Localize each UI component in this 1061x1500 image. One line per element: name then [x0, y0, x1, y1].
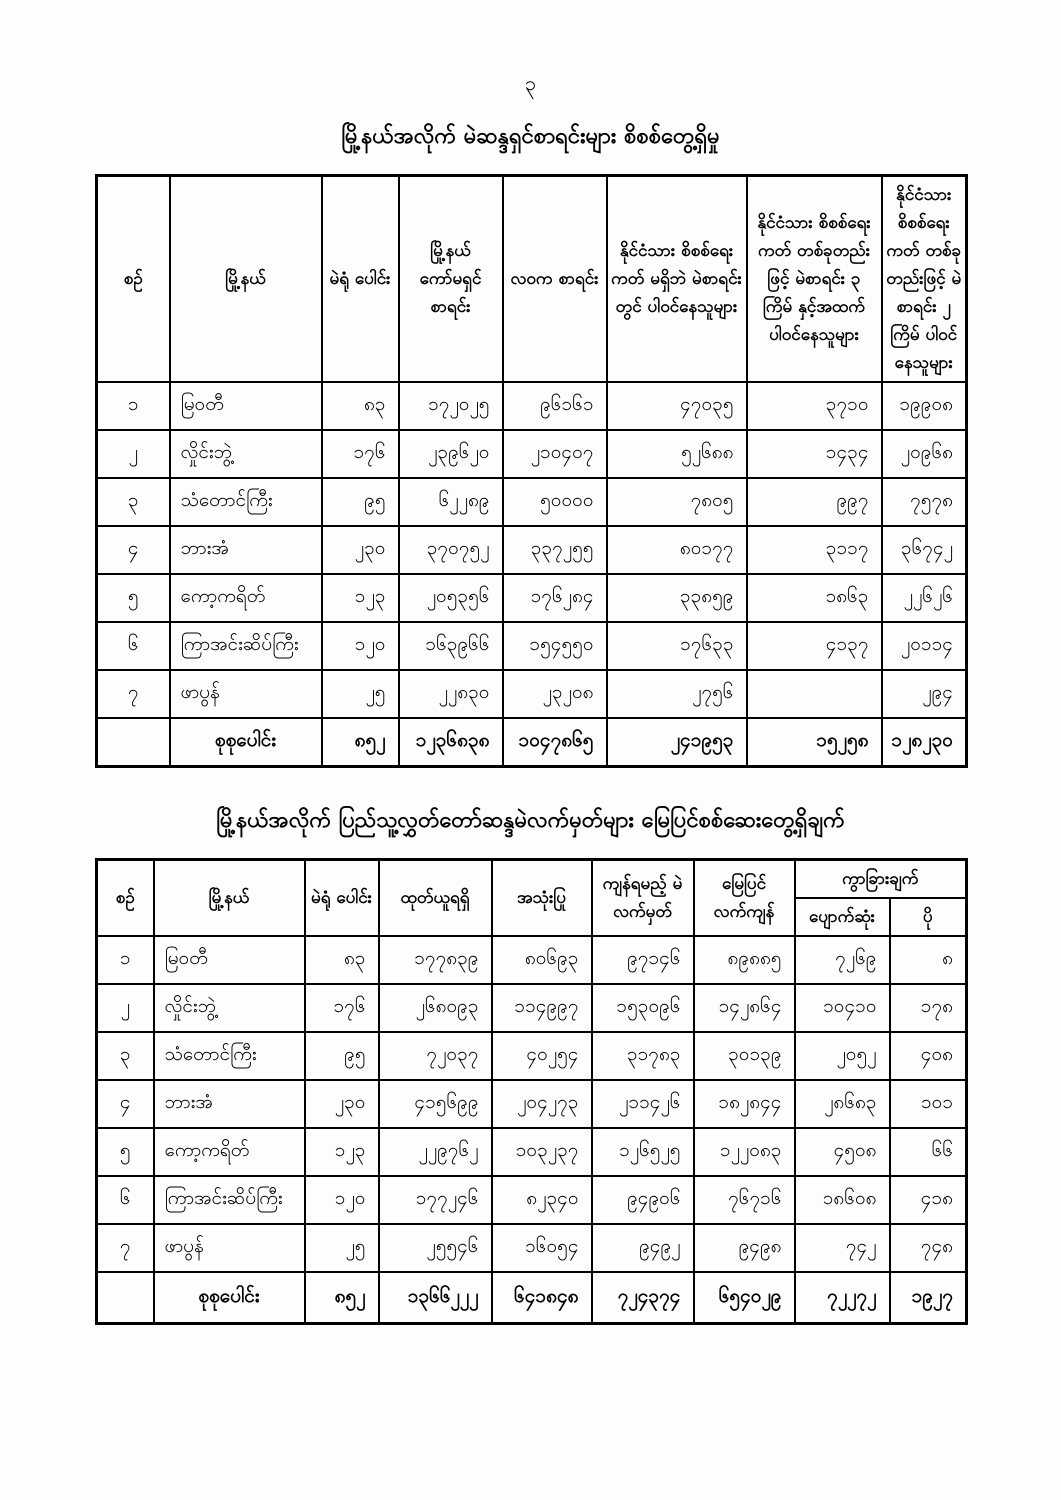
table-cell: ၃ — [97, 478, 170, 526]
table-cell: ၁၇၆ — [322, 430, 399, 478]
table-cell: ၇ — [97, 1224, 154, 1272]
table-cell: ၂၅၅၄၆ — [379, 1224, 492, 1272]
table-cell: ၃၆၇၄၂ — [882, 526, 967, 574]
table-cell: ၉၉၇ — [747, 478, 882, 526]
table-cell: ၆ — [97, 1176, 154, 1224]
table-cell: ၉၄၉၀၆ — [592, 1176, 694, 1224]
table-cell: ၄၇၀၃၅ — [607, 382, 747, 430]
col-header-polling-stations: မဲရုံ ပေါင်း — [305, 859, 379, 936]
table-cell: ၉၄၉၈ — [694, 1224, 795, 1272]
table-cell: ၂၀၁၁၄ — [882, 622, 967, 670]
table-cell: ၇၅၇၈ — [882, 478, 967, 526]
table-cell: ၁၀၃၂၃၇ — [492, 1128, 592, 1176]
table-cell: ၂၇၅၆ — [607, 670, 747, 718]
table-cell: ၄၀၈ — [890, 1032, 967, 1080]
table-cell: ၂၀၄၂၇၃ — [492, 1080, 592, 1128]
table-cell: ၅ — [97, 574, 170, 622]
table-cell: ၁၀၄၇၈၆၅ — [503, 718, 607, 766]
table-cell: ၁၆၃၉၆၆ — [399, 622, 503, 670]
total-row — [97, 1272, 967, 1324]
table-cell: ဘားအံ — [154, 1080, 305, 1128]
table-cell: ၉၅ — [305, 1032, 379, 1080]
table-cell: ဖာပွန် — [154, 1224, 305, 1272]
table-cell: ၉၄၉၂ — [592, 1224, 694, 1272]
table-cell: ၅၀၀၀၀ — [503, 478, 607, 526]
table-cell: ၁၂၀ — [305, 1176, 379, 1224]
table-cell: ၆၄၁၈၄၈ — [492, 1272, 592, 1324]
table-cell: စုစုပေါင်း — [170, 718, 322, 766]
table-cell: ၁၉၂၇ — [890, 1272, 967, 1324]
table-cell: ၅ — [97, 1128, 154, 1176]
col-header-township: မြို့နယ် — [170, 176, 322, 383]
table-row — [97, 574, 967, 622]
table-cell: ၈၅၂ — [322, 718, 399, 766]
table-cell: ၂၅ — [305, 1224, 379, 1272]
table-cell: ၃၇၀၇၅၂ — [399, 526, 503, 574]
table-cell: သံတောင်ကြီး — [170, 478, 322, 526]
table-cell: ၆၆ — [890, 1128, 967, 1176]
table-row — [97, 670, 967, 718]
table-cell: ၁၇၆ — [305, 984, 379, 1032]
header-row — [97, 176, 967, 383]
table-cell: ၈၅၂ — [305, 1272, 379, 1324]
table-cell: ၁ — [97, 382, 170, 430]
table-cell: ၇၈၀၅ — [607, 478, 747, 526]
table-cell: ၁၃၆၆၂၂၂ — [379, 1272, 492, 1324]
table-cell: ၆၂၂၈၉ — [399, 478, 503, 526]
table-cell: ၁၁၄၉၉၇ — [492, 984, 592, 1032]
table-cell: ၁၀၁ — [890, 1080, 967, 1128]
table-cell: ၂၉၄ — [882, 670, 967, 718]
table-cell: ၈၀၁၇၇ — [607, 526, 747, 574]
table-cell: ၁၂၈၂၃၀ — [882, 718, 967, 766]
table-cell: ၈၃ — [305, 936, 379, 984]
table-cell — [97, 718, 170, 766]
table-cell: ၂၃၀ — [322, 526, 399, 574]
col-header-township: မြို့နယ် — [154, 859, 305, 936]
table-cell — [747, 670, 882, 718]
table-cell: ကော့ကရိတ် — [154, 1128, 305, 1176]
col-header-difference-lost: ပျောက်ဆုံး — [795, 898, 890, 936]
table-cell: ကြာအင်းဆိပ်ကြီး — [154, 1176, 305, 1224]
table-cell: ၁၂၂၀၈၃ — [694, 1128, 795, 1176]
table-cell: ၇၄၂ — [795, 1224, 890, 1272]
table-cell: ၁၂၆၅၂၅ — [592, 1128, 694, 1176]
table-cell: ၁၇၈ — [890, 984, 967, 1032]
table-cell: ၄၅၀၈ — [795, 1128, 890, 1176]
table-cell: ၁၇၂၀၂၅ — [399, 382, 503, 430]
total-row — [97, 718, 967, 766]
table-cell: ၃၁၇၈၃ — [592, 1032, 694, 1080]
table-cell: ၂၂၆၂၆ — [882, 574, 967, 622]
table-cell: ၄၁၃၇ — [747, 622, 882, 670]
table-cell: ၂ — [97, 984, 154, 1032]
table-cell: ၂၁၀၄၀၇ — [503, 430, 607, 478]
table-cell: ၁၀၄၁၀ — [795, 984, 890, 1032]
col-header-nrc-3plus-times: နိုင်ငံသား စိစစ်ရေးကတ် တစ်ခုတည်းဖြင့် မဲစာရင်း ၃ ကြိမ် နှင့်အထက် ပါဝင်နေသူများ — [747, 176, 882, 383]
table-cell: ၁၂၃၆၈၃၈ — [399, 718, 503, 766]
table-cell: လှိုင်းဘွဲ့ — [154, 984, 305, 1032]
table-cell: ၇၂၄၃၇၄ — [592, 1272, 694, 1324]
table-cell: ၂ — [97, 430, 170, 478]
table-cell: သံတောင်ကြီး — [154, 1032, 305, 1080]
table-cell: ၇၂၀၃၇ — [379, 1032, 492, 1080]
table-cell: မြဝတီ — [170, 382, 322, 430]
table-cell: ၄၁၈ — [890, 1176, 967, 1224]
table-cell: ကြာအင်းဆိပ်ကြီး — [170, 622, 322, 670]
page-number: ၃ — [524, 71, 537, 95]
section1-title: မြို့နယ်အလိုက် မဲဆန္ဒရှင်စာရင်းများ စိစစ်တွေ့ရှိမှု — [341, 124, 720, 149]
table-cell: ၇၂၂၇၂ — [795, 1272, 890, 1324]
table-cell: ၅၂၆၈၈ — [607, 430, 747, 478]
table-cell: ဖာပွန် — [170, 670, 322, 718]
table-cell: ၈၉၈၈၅ — [694, 936, 795, 984]
table-cell: ၃၃၈၅၉ — [607, 574, 747, 622]
table-cell: ၃၃၇၂၅၅ — [503, 526, 607, 574]
col-header-ballots-remaining-actual: မြေပြင် လက်ကျန် — [694, 859, 795, 936]
table-cell: ၄ — [97, 526, 170, 574]
col-header-immigration-list: လဝက စာရင်း — [503, 176, 607, 383]
table-cell: ၆၅၄၀၂၉ — [694, 1272, 795, 1324]
table-cell: ၂၅ — [322, 670, 399, 718]
table-cell: ၁၅၃၀၉၆ — [592, 984, 694, 1032]
col-header-difference-extra: ပို — [890, 898, 967, 936]
table-cell: ၇၆၇၁၆ — [694, 1176, 795, 1224]
table-cell: ၁၇၇၂၄၆ — [379, 1176, 492, 1224]
table-row — [97, 430, 967, 478]
table-row — [97, 1176, 967, 1224]
table-row — [97, 984, 967, 1032]
table-cell: ကော့ကရိတ် — [170, 574, 322, 622]
table-cell: ၁၅၂၅၈ — [747, 718, 882, 766]
table-row — [97, 382, 967, 430]
col-header-commission-list: မြို့နယ် ကော်မရှင် စာရင်း — [399, 176, 503, 383]
table-cell: ၁၈၆၀၈ — [795, 1176, 890, 1224]
table-cell: ၁၇၆၂၈၄ — [503, 574, 607, 622]
table-cell: ၈၃ — [322, 382, 399, 430]
header-row — [97, 859, 967, 898]
table-cell: ၂၃၉၆၂၀ — [399, 430, 503, 478]
table-cell: ၂၀၅၃၅၆ — [399, 574, 503, 622]
table-cell: ၁၅၄၅၅၀ — [503, 622, 607, 670]
table-cell: ၈၀၆၉၃ — [492, 936, 592, 984]
table-cell: ၁၄၂၈၆၄ — [694, 984, 795, 1032]
col-header-nrc-2-times: နိုင်ငံသား စိစစ်ရေးကတ် တစ်ခုတည်းဖြင့် မဲစာရင်း ၂ ကြိမ် ပါဝင်နေသူများ — [882, 176, 967, 383]
table-cell: ၃၁၁၇ — [747, 526, 882, 574]
table-cell: ၂၁၁၄၂၆ — [592, 1080, 694, 1128]
col-header-ballots-used: အသုံးပြု — [492, 859, 592, 936]
table-cell: ၈၂၃၄၀ — [492, 1176, 592, 1224]
table-cell: ၈ — [890, 936, 967, 984]
col-header-no-nrc-in-list: နိုင်ငံသား စိစစ်ရေးကတ် မရှိဘဲ မဲစာရင်းတွင် ပါဝင်နေသူများ — [607, 176, 747, 383]
table-cell: ၂၈၆၈၃ — [795, 1080, 890, 1128]
table-cell: ၄၀၂၅၄ — [492, 1032, 592, 1080]
table-cell: ၃၀၁၃၉ — [694, 1032, 795, 1080]
table-cell: ၁၉၉၀၈ — [882, 382, 967, 430]
col-header-serial: စဉ် — [97, 176, 170, 383]
table-row — [97, 1032, 967, 1080]
table-cell: ၄ — [97, 1080, 154, 1128]
table-cell: ၂၀၅၂ — [795, 1032, 890, 1080]
table-cell: မြဝတီ — [154, 936, 305, 984]
table-row — [97, 622, 967, 670]
table-row — [97, 1080, 967, 1128]
table-cell: ၉၅ — [322, 478, 399, 526]
table-cell: ၃ — [97, 1032, 154, 1080]
col-header-ballots-remaining-expected: ကျန်ရမည့် မဲလက်မှတ် — [592, 859, 694, 936]
table-cell: ၁၂၃ — [305, 1128, 379, 1176]
col-header-serial: စဉ် — [97, 859, 154, 936]
table-cell: စုစုပေါင်း — [154, 1272, 305, 1324]
table-cell: ၁၂၃ — [322, 574, 399, 622]
table-cell: လှိုင်းဘွဲ့ — [170, 430, 322, 478]
table-cell: ၉၇၁၄၆ — [592, 936, 694, 984]
table-cell: ၁၆၀၅၄ — [492, 1224, 592, 1272]
table-cell: ၂၃၀ — [305, 1080, 379, 1128]
table-cell: ၃၇၁၀ — [747, 382, 882, 430]
table-cell: ၇၂၆၉ — [795, 936, 890, 984]
table-row — [97, 1128, 967, 1176]
col-header-difference: ကွာခြားချက် — [795, 859, 967, 898]
voter-list-scrutiny-table — [95, 174, 968, 768]
table-cell: ၇ — [97, 670, 170, 718]
table-cell: ၆ — [97, 622, 170, 670]
table-cell: ၂၀၉၆၈ — [882, 430, 967, 478]
table-cell: ၇၄၈ — [890, 1224, 967, 1272]
table-cell: ဘားအံ — [170, 526, 322, 574]
table-cell: ၉၆၁၆၁ — [503, 382, 607, 430]
table-cell: ၁၇၇၈၃၉ — [379, 936, 492, 984]
table-cell: ၄၁၅၆၉၉ — [379, 1080, 492, 1128]
table-cell: ၁၄၃၄ — [747, 430, 882, 478]
table-cell: ၁ — [97, 936, 154, 984]
table-cell: ၂၂၉၇၆၂ — [379, 1128, 492, 1176]
table-row — [97, 526, 967, 574]
col-header-polling-stations: မဲရုံ ပေါင်း — [322, 176, 399, 383]
table-cell: ၂၆၈၀၉၃ — [379, 984, 492, 1032]
table-cell: ၁၂၀ — [322, 622, 399, 670]
table-cell: ၂၄၁၉၅၃ — [607, 718, 747, 766]
table-cell: ၁၈၂၈၄၄ — [694, 1080, 795, 1128]
ballot-inspection-table — [95, 858, 968, 1326]
table-row — [97, 936, 967, 984]
section2-title: မြို့နယ်အလိုက် ပြည်သူ့လွှတ်တော်ဆန္ဒမဲလက်မှတ်များ မြေပြင်စစ်ဆေးတွေ့ရှိချက် — [216, 807, 845, 833]
table-cell: ၁၇၆၃၃ — [607, 622, 747, 670]
table-row — [97, 478, 967, 526]
table-row — [97, 1224, 967, 1272]
table-cell: ၂၂၈၃၀ — [399, 670, 503, 718]
table-cell: ၂၃၂၀၈ — [503, 670, 607, 718]
table-cell: ၁၈၆၃ — [747, 574, 882, 622]
table-cell — [97, 1272, 154, 1324]
col-header-ballots-received: ထုတ်ယူရရှိ — [379, 859, 492, 936]
